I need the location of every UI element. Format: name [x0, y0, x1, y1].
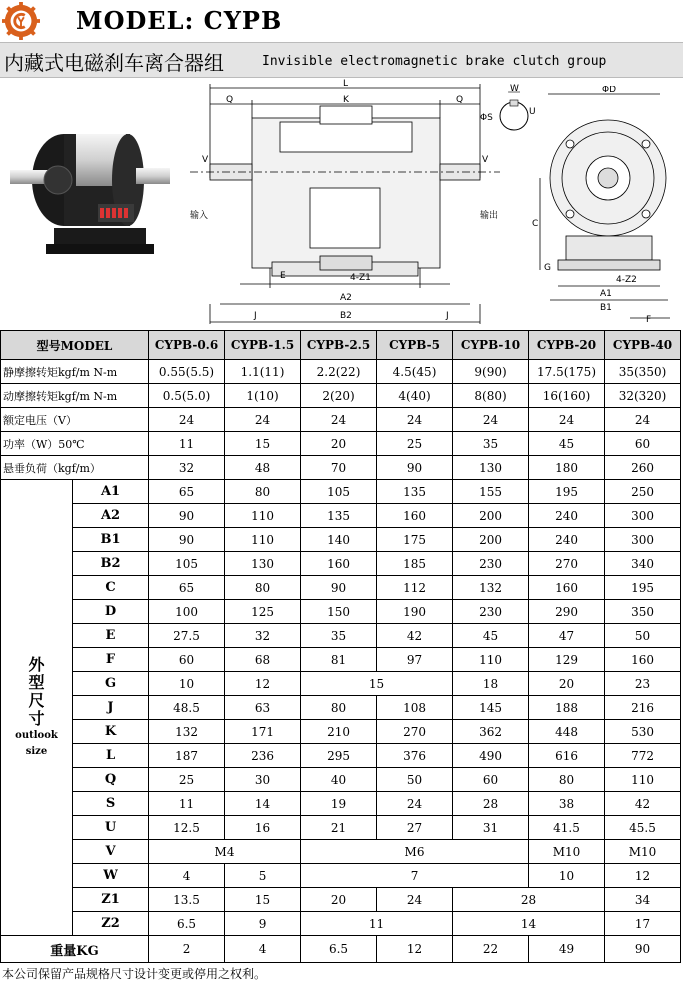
- table-cell: 80: [225, 480, 301, 504]
- table-cell: 27.5: [149, 624, 225, 648]
- table-cell: 216: [605, 696, 681, 720]
- table-cell: 60: [453, 768, 529, 792]
- table-cell: 530: [605, 720, 681, 744]
- diagram-label-output: 输出: [480, 211, 499, 221]
- dimension-symbol: D: [73, 600, 149, 624]
- table-cell: 65: [149, 480, 225, 504]
- table-cell: 160: [529, 576, 605, 600]
- model-column-header: CYPB-0.6: [149, 331, 225, 360]
- table-cell: 110: [225, 528, 301, 552]
- table-cell: 11: [149, 792, 225, 816]
- diagram-label-K: K: [343, 95, 349, 105]
- table-cell: 24: [225, 408, 301, 432]
- dimension-symbol: Z2: [73, 912, 149, 936]
- dimension-row: [1, 552, 681, 576]
- table-cell: 50: [605, 624, 681, 648]
- dimension-row: [1, 672, 681, 696]
- dimension-row: [1, 648, 681, 672]
- diagram-label-U: U: [529, 107, 536, 117]
- table-cell: 290: [529, 600, 605, 624]
- table-cell: 90: [377, 456, 453, 480]
- table-cell: 9: [225, 912, 301, 936]
- diagram-label-V-left: V: [202, 155, 209, 165]
- table-cell: 17: [605, 912, 681, 936]
- table-cell: 14: [225, 792, 301, 816]
- table-cell: 160: [301, 552, 377, 576]
- table-cell: 9(90): [453, 360, 529, 384]
- table-cell: 236: [225, 744, 301, 768]
- table-cell: 300: [605, 504, 681, 528]
- table-cell: 2.2(22): [301, 360, 377, 384]
- table-cell: 20: [529, 672, 605, 696]
- table-cell: 160: [377, 504, 453, 528]
- table-cell: 24: [377, 792, 453, 816]
- dimension-symbol: A2: [73, 504, 149, 528]
- diagram-label-B2: B2: [340, 311, 352, 321]
- table-cell: 49: [529, 936, 605, 963]
- table-cell: 24: [377, 888, 453, 912]
- table-cell: 150: [301, 600, 377, 624]
- property-label: 功率（W）50℃: [1, 432, 149, 456]
- table-cell: 12: [605, 864, 681, 888]
- table-cell: 110: [225, 504, 301, 528]
- diagram-label-A2: A2: [340, 293, 352, 303]
- table-cell: 34: [605, 888, 681, 912]
- property-row: [1, 360, 681, 384]
- table-cell: 11: [301, 912, 453, 936]
- table-cell: 80: [225, 576, 301, 600]
- table-cell: 35(350): [605, 360, 681, 384]
- table-cell: 350: [605, 600, 681, 624]
- table-cell: 30: [225, 768, 301, 792]
- outlook-label-en-word: outlook: [15, 729, 58, 741]
- table-cell: 340: [605, 552, 681, 576]
- dimension-row: [1, 600, 681, 624]
- table-cell: 112: [377, 576, 453, 600]
- table-cell: 135: [301, 504, 377, 528]
- table-cell: 32: [225, 624, 301, 648]
- table-cell: 70: [301, 456, 377, 480]
- diagram-label-L: L: [343, 79, 349, 89]
- dimension-symbol: L: [73, 744, 149, 768]
- property-label: 悬垂负荷（kgf/m）: [1, 456, 149, 480]
- table-cell: 25: [377, 432, 453, 456]
- table-cell: 200: [453, 504, 529, 528]
- dimension-row: [1, 888, 681, 912]
- table-cell: 13.5: [149, 888, 225, 912]
- model-header-label: 型号MODEL: [1, 331, 149, 360]
- table-cell: 35: [301, 624, 377, 648]
- diagram-label-E: E: [280, 271, 286, 281]
- table-cell: 68: [225, 648, 301, 672]
- table-cell: 15: [225, 432, 301, 456]
- en-title: Invisible electromagnetic brake clutch group: [262, 54, 607, 69]
- product-figure: [0, 78, 683, 328]
- company-logo-icon: [2, 2, 40, 40]
- table-cell: 616: [529, 744, 605, 768]
- table-cell: 60: [605, 432, 681, 456]
- dimension-row: [1, 480, 681, 504]
- title-bar: [0, 42, 683, 78]
- model-column-header: CYPB-1.5: [225, 331, 301, 360]
- table-cell: 24: [453, 408, 529, 432]
- table-cell: 1(10): [225, 384, 301, 408]
- table-cell: 155: [453, 480, 529, 504]
- dimension-symbol: S: [73, 792, 149, 816]
- table-cell: 210: [301, 720, 377, 744]
- model-column-header: CYPB-20: [529, 331, 605, 360]
- table-cell: 110: [453, 648, 529, 672]
- table-cell: 188: [529, 696, 605, 720]
- table-cell: 41.5: [529, 816, 605, 840]
- dimension-symbol: K: [73, 720, 149, 744]
- table-cell: 90: [149, 528, 225, 552]
- table-cell: 4.5(45): [377, 360, 453, 384]
- diagram-label-J-right: J: [446, 311, 449, 321]
- front-view-drawing: [530, 86, 680, 324]
- diagram-label-input: 输入: [190, 211, 209, 221]
- dimension-symbol: G: [73, 672, 149, 696]
- table-cell: 45: [529, 432, 605, 456]
- table-cell: 24: [605, 408, 681, 432]
- diagram-label-F: F: [646, 315, 652, 324]
- model-column-header: CYPB-2.5: [301, 331, 377, 360]
- dimension-row: [1, 816, 681, 840]
- dimension-row: [1, 528, 681, 552]
- table-cell: 6.5: [301, 936, 377, 963]
- model-column-header: CYPB-5: [377, 331, 453, 360]
- table-cell: 129: [529, 648, 605, 672]
- table-cell: 28: [453, 792, 529, 816]
- table-cell: 21: [301, 816, 377, 840]
- property-label: 静摩擦转矩kgf/m N-m: [1, 360, 149, 384]
- dimension-row: [1, 504, 681, 528]
- table-cell: 140: [301, 528, 377, 552]
- table-cell: 171: [225, 720, 301, 744]
- table-cell: 160: [605, 648, 681, 672]
- diagram-label-W: W: [510, 84, 519, 94]
- table-cell: 135: [377, 480, 453, 504]
- diagram-label-Z2: 4-Z2: [616, 275, 637, 285]
- dimension-symbol: Z1: [73, 888, 149, 912]
- table-cell: 448: [529, 720, 605, 744]
- table-cell: 63: [225, 696, 301, 720]
- table-cell: 90: [301, 576, 377, 600]
- header: [0, 0, 683, 42]
- table-cell: 65: [149, 576, 225, 600]
- table-cell: 17.5(175): [529, 360, 605, 384]
- dimension-symbol: A1: [73, 480, 149, 504]
- property-row: [1, 432, 681, 456]
- table-cell: 20: [301, 432, 377, 456]
- table-cell: 100: [149, 600, 225, 624]
- table-cell: 4: [225, 936, 301, 963]
- table-cell: 80: [301, 696, 377, 720]
- table-cell: 490: [453, 744, 529, 768]
- table-cell: 180: [529, 456, 605, 480]
- table-cell: 15: [225, 888, 301, 912]
- property-label: 额定电压（V）: [1, 408, 149, 432]
- outlook-label-cn-char: 型: [28, 672, 45, 692]
- weight-label: 重量KG: [1, 936, 149, 963]
- table-cell: 60: [149, 648, 225, 672]
- dimension-row: [1, 624, 681, 648]
- outlook-label-cn-char: 寸: [28, 708, 45, 728]
- table-cell: 42: [605, 792, 681, 816]
- diagram-label-A1: A1: [600, 289, 612, 299]
- table-cell: 295: [301, 744, 377, 768]
- dimension-row: [1, 720, 681, 744]
- dimension-row: [1, 768, 681, 792]
- outlook-label-cn-char: 外: [28, 654, 45, 674]
- outlook-label-cn-char: 尺: [28, 690, 45, 710]
- table-cell: 18: [453, 672, 529, 696]
- shaft-detail-drawing: [480, 84, 536, 144]
- table-cell: 2: [149, 936, 225, 963]
- table-cell: 32: [149, 456, 225, 480]
- table-cell: 5: [225, 864, 301, 888]
- dimension-row: [1, 912, 681, 936]
- page-title: MODEL: CYPB: [76, 6, 283, 35]
- table-cell: 10: [529, 864, 605, 888]
- table-cell: 42: [377, 624, 453, 648]
- table-cell: 300: [605, 528, 681, 552]
- table-cell: 90: [605, 936, 681, 963]
- table-cell: 25: [149, 768, 225, 792]
- table-cell: 130: [225, 552, 301, 576]
- table-cell: 105: [301, 480, 377, 504]
- table-cell: 145: [453, 696, 529, 720]
- table-cell: 125: [225, 600, 301, 624]
- table-cell: 19: [301, 792, 377, 816]
- table-cell: 376: [377, 744, 453, 768]
- table-cell: 14: [453, 912, 605, 936]
- product-photo: [6, 108, 174, 278]
- table-cell: 48: [225, 456, 301, 480]
- outlook-label-en-word: size: [25, 745, 48, 757]
- table-cell: M4: [149, 840, 301, 864]
- table-cell: 47: [529, 624, 605, 648]
- property-label: 动摩擦转矩kgf/m N-m: [1, 384, 149, 408]
- table-cell: 24: [529, 408, 605, 432]
- diagram-label-B1: B1: [600, 303, 612, 313]
- diagram-label-S: ΦS: [480, 113, 493, 123]
- table-cell: 1.1(11): [225, 360, 301, 384]
- table-cell: 2(20): [301, 384, 377, 408]
- table-cell: 40: [301, 768, 377, 792]
- table-cell: 81: [301, 648, 377, 672]
- property-row: [1, 456, 681, 480]
- table-cell: 195: [529, 480, 605, 504]
- dimension-symbol: J: [73, 696, 149, 720]
- table-cell: 270: [529, 552, 605, 576]
- table-cell: 230: [453, 600, 529, 624]
- section-drawing: [180, 78, 510, 326]
- table-cell: 24: [149, 408, 225, 432]
- table-cell: 187: [149, 744, 225, 768]
- table-cell: 250: [605, 480, 681, 504]
- table-cell: 15: [301, 672, 453, 696]
- table-cell: 0.55(5.5): [149, 360, 225, 384]
- table-cell: 80: [529, 768, 605, 792]
- table-cell: 16: [225, 816, 301, 840]
- table-cell: 38: [529, 792, 605, 816]
- diagram-label-J: J: [254, 311, 257, 321]
- property-row: [1, 408, 681, 432]
- property-row: [1, 384, 681, 408]
- table-cell: 97: [377, 648, 453, 672]
- table-cell: 31: [453, 816, 529, 840]
- table-cell: 48.5: [149, 696, 225, 720]
- table-cell: 90: [149, 504, 225, 528]
- diagram-label-Q-right: Q: [456, 95, 464, 105]
- table-cell: 50: [377, 768, 453, 792]
- table-cell: 362: [453, 720, 529, 744]
- table-cell: 200: [453, 528, 529, 552]
- table-cell: 4(40): [377, 384, 453, 408]
- table-cell: 7: [301, 864, 529, 888]
- footer-note: 本公司保留产品规格尺寸设计变更或停用之权利。: [2, 967, 267, 981]
- dimension-symbol: Q: [73, 768, 149, 792]
- table-cell: 12: [225, 672, 301, 696]
- table-cell: 195: [605, 576, 681, 600]
- dimension-symbol: F: [73, 648, 149, 672]
- table-cell: 27: [377, 816, 453, 840]
- table-cell: 45: [453, 624, 529, 648]
- dimension-row: [1, 696, 681, 720]
- table-cell: 772: [605, 744, 681, 768]
- table-cell: 0.5(5.0): [149, 384, 225, 408]
- dimension-row: [1, 576, 681, 600]
- diagram-label-D: ΦD: [602, 86, 617, 95]
- table-cell: 240: [529, 528, 605, 552]
- dimension-symbol: C: [73, 576, 149, 600]
- table-cell: 132: [453, 576, 529, 600]
- table-cell: 24: [301, 408, 377, 432]
- outlook-size-label: [1, 480, 73, 936]
- spec-table: [0, 330, 681, 963]
- table-cell: 10: [149, 672, 225, 696]
- weight-row: [1, 936, 681, 963]
- table-cell: 260: [605, 456, 681, 480]
- table-cell: 185: [377, 552, 453, 576]
- table-header-row: [1, 331, 681, 360]
- cn-title: 内藏式电磁刹车离合器组: [4, 51, 224, 75]
- table-cell: 24: [377, 408, 453, 432]
- table-cell: M6: [301, 840, 529, 864]
- table-cell: 190: [377, 600, 453, 624]
- table-cell: 35: [453, 432, 529, 456]
- dimension-row: [1, 840, 681, 864]
- table-cell: 32(320): [605, 384, 681, 408]
- table-cell: 8(80): [453, 384, 529, 408]
- diagram-label-V-right: V: [482, 155, 489, 165]
- table-cell: M10: [605, 840, 681, 864]
- dimension-symbol: U: [73, 816, 149, 840]
- table-cell: 12.5: [149, 816, 225, 840]
- table-cell: 12: [377, 936, 453, 963]
- table-cell: 20: [301, 888, 377, 912]
- table-cell: 175: [377, 528, 453, 552]
- diagram-label-Q-left: Q: [226, 95, 234, 105]
- table-cell: 22: [453, 936, 529, 963]
- dimension-symbol: B1: [73, 528, 149, 552]
- table-cell: 270: [377, 720, 453, 744]
- dimension-symbol: E: [73, 624, 149, 648]
- table-cell: 6.5: [149, 912, 225, 936]
- diagram-label-Z1: 4-Z1: [350, 273, 371, 283]
- diagram-label-C: C: [532, 219, 539, 229]
- dimension-row: [1, 864, 681, 888]
- table-cell: 105: [149, 552, 225, 576]
- table-cell: 45.5: [605, 816, 681, 840]
- dimension-symbol: B2: [73, 552, 149, 576]
- table-cell: 4: [149, 864, 225, 888]
- table-cell: 28: [453, 888, 605, 912]
- table-cell: 16(160): [529, 384, 605, 408]
- table-cell: 130: [453, 456, 529, 480]
- table-cell: M10: [529, 840, 605, 864]
- dimension-row: [1, 744, 681, 768]
- table-cell: 240: [529, 504, 605, 528]
- dimension-symbol: W: [73, 864, 149, 888]
- dimension-row: [1, 792, 681, 816]
- model-column-header: CYPB-10: [453, 331, 529, 360]
- table-cell: 132: [149, 720, 225, 744]
- table-cell: 23: [605, 672, 681, 696]
- dimension-symbol: V: [73, 840, 149, 864]
- table-cell: 11: [149, 432, 225, 456]
- model-column-header: CYPB-40: [605, 331, 681, 360]
- table-cell: 230: [453, 552, 529, 576]
- table-cell: 108: [377, 696, 453, 720]
- table-cell: 110: [605, 768, 681, 792]
- diagram-label-G: G: [544, 263, 551, 273]
